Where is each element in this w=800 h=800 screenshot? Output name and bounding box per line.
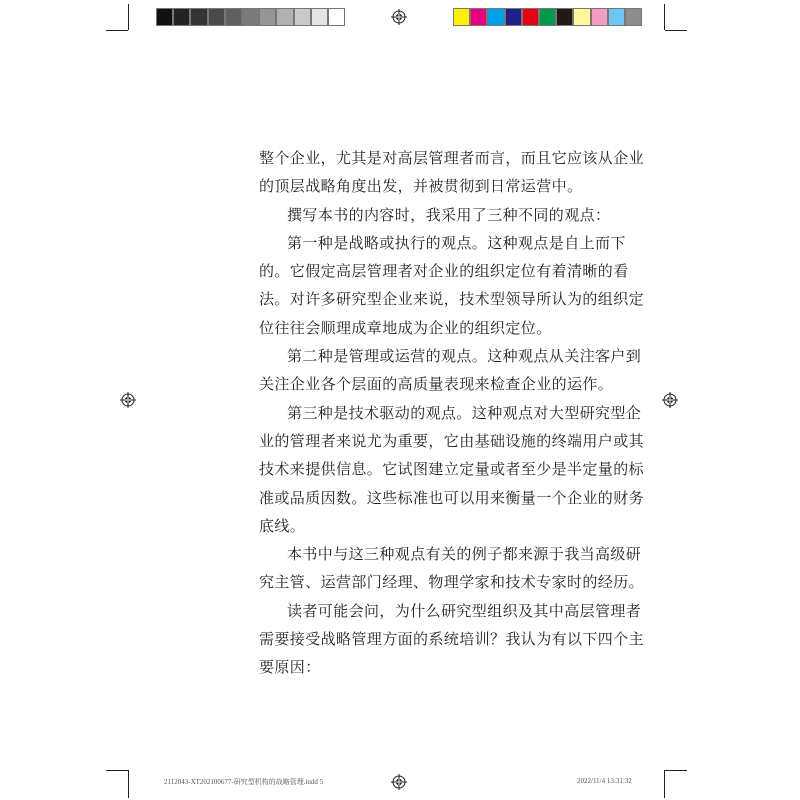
text-line: 需要接受战略管理方面的系统培训？我认为有以下四个主 bbox=[259, 630, 645, 649]
text-line: 第一种是战略或执行的观点。这种观点是自上而下 bbox=[287, 233, 626, 252]
gray-swatch bbox=[156, 8, 173, 26]
text-line: 技术来提供信息。它试图建立定量或者至少是半定量的标 bbox=[259, 460, 645, 479]
registration-target-icon bbox=[120, 392, 136, 408]
paragraph bbox=[259, 625, 645, 682]
text-line: 读者可能会问，为什么研究型组织及其中高层管理者 bbox=[287, 601, 642, 620]
text-line: 撰写本书的内容时，我采用了三种不同的观点： bbox=[287, 205, 611, 224]
gray-swatch bbox=[225, 8, 242, 26]
crop-mark-bottom-right-vertical bbox=[664, 770, 665, 798]
gray-swatch bbox=[276, 8, 293, 26]
text-line: 第二种是管理或运营的观点。这种观点从关注客户到 bbox=[287, 347, 642, 366]
paragraph bbox=[259, 597, 642, 625]
text-line: 关注企业各个层面的高质量表现来检查企业的运作。 bbox=[259, 375, 614, 394]
text-line: 业的管理者来说尤为重要，它由基础设施的终端用户或其 bbox=[259, 431, 645, 450]
text-line: 第三种是技术驱动的观点。这种观点对大型研究型企 bbox=[287, 403, 642, 422]
gray-swatch bbox=[173, 8, 190, 26]
paragraph bbox=[259, 427, 645, 540]
paragraph bbox=[259, 257, 645, 342]
color-swatch bbox=[505, 8, 522, 26]
paragraph bbox=[259, 144, 645, 201]
color-swatch bbox=[522, 8, 539, 26]
color-swatch bbox=[591, 8, 608, 26]
paragraph bbox=[259, 540, 642, 568]
color-swatch bbox=[453, 8, 470, 26]
text-line: 的顶层战略角度出发，并被贯彻到日常运营中。 bbox=[259, 177, 583, 196]
text-line: 究主管、运营部门经理、物理学家和技术专家时的经历。 bbox=[259, 573, 645, 592]
color-swatch bbox=[487, 8, 504, 26]
text-line: 位往往会顺理成章地成为企业的组织定位。 bbox=[259, 318, 552, 337]
text-line: 准或品质因数。这些标准也可以用来衡量一个企业的财务 bbox=[259, 488, 645, 507]
slug-file-name: 2112043-XT202100677-研究型机构的战略管理.indd 5 bbox=[164, 778, 324, 786]
registration-target-icon bbox=[391, 774, 407, 790]
paragraph bbox=[259, 399, 642, 427]
text-line: 整个企业，尤其是对高层管理者而言，而且它应该从企业 bbox=[259, 149, 645, 167]
crop-mark-bottom-right-horizontal bbox=[665, 770, 687, 771]
slug-timestamp: 2022/11/4 13:31:32 bbox=[577, 777, 632, 785]
color-swatch bbox=[608, 8, 625, 26]
color-swatch bbox=[556, 8, 573, 26]
crop-mark-top-right-vertical bbox=[664, 4, 665, 30]
crop-mark-top-left-horizontal bbox=[106, 30, 128, 31]
grayscale-calibration-bar bbox=[156, 8, 345, 26]
text-line: 的。它假定高层管理者对企业的组织定位有着清晰的看 bbox=[259, 262, 629, 281]
color-swatch bbox=[539, 8, 556, 26]
crop-mark-top-left-vertical bbox=[128, 4, 129, 30]
body-text bbox=[259, 144, 645, 682]
text-line: 本书中与这三种观点有关的例子都来源于我当高级研 bbox=[287, 545, 642, 564]
text-line: 法。对许多研究型企业来说，技术型领导所认为的组织定 bbox=[259, 290, 645, 309]
paragraph bbox=[259, 201, 609, 229]
gray-swatch bbox=[259, 8, 276, 26]
gray-swatch bbox=[208, 8, 225, 26]
color-swatch bbox=[625, 8, 642, 26]
paragraph bbox=[259, 342, 642, 370]
color-calibration-bar bbox=[453, 8, 642, 26]
paragraph bbox=[259, 370, 614, 398]
registration-target-icon bbox=[391, 9, 407, 25]
crop-mark-bottom-left-horizontal bbox=[106, 770, 128, 771]
gray-swatch bbox=[294, 8, 311, 26]
gray-swatch bbox=[311, 8, 328, 26]
color-swatch bbox=[470, 8, 487, 26]
gray-swatch bbox=[328, 8, 345, 26]
gray-swatch bbox=[242, 8, 259, 26]
crop-mark-bottom-left-vertical bbox=[128, 770, 129, 798]
text-line: 底线。 bbox=[259, 516, 306, 535]
gray-swatch bbox=[190, 8, 207, 26]
paragraph bbox=[259, 568, 645, 596]
color-swatch bbox=[573, 8, 590, 26]
crop-mark-top-right-horizontal bbox=[665, 30, 687, 31]
registration-target-icon bbox=[662, 392, 678, 408]
paragraph bbox=[259, 229, 626, 257]
text-line: 要原因： bbox=[259, 658, 321, 677]
